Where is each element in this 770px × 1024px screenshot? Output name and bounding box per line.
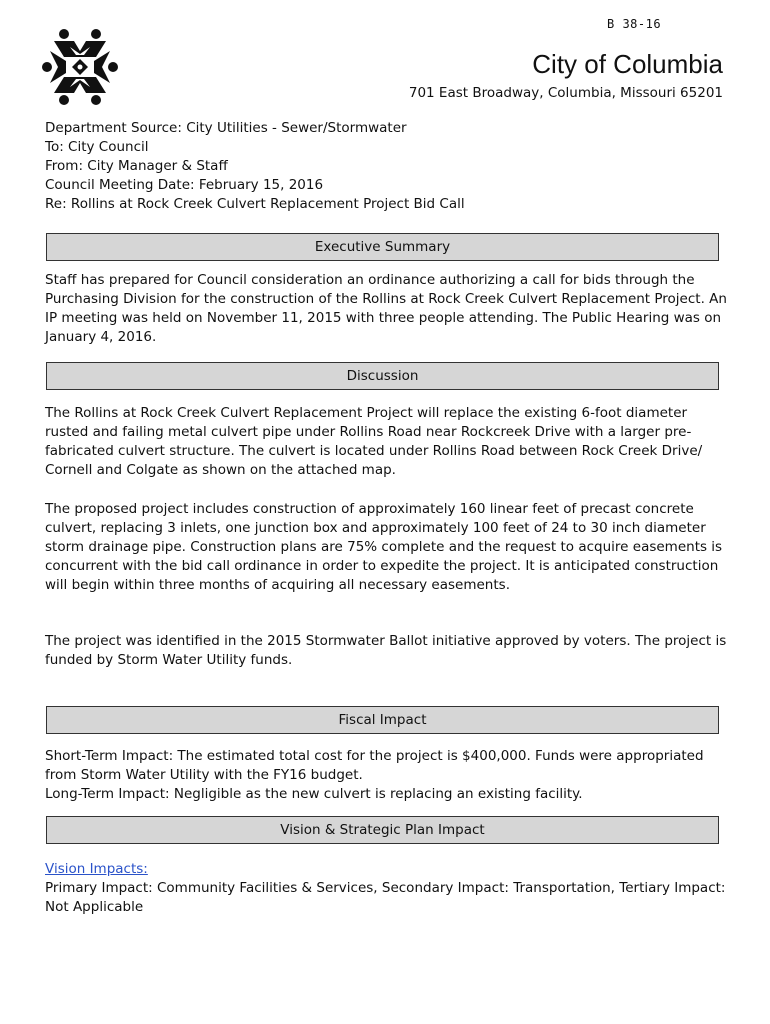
executive-summary-heading: Executive Summary	[46, 233, 719, 261]
fiscal-impact-heading: Fiscal Impact	[46, 706, 719, 734]
short-term-impact: Short-Term Impact: The estimated total cost for the project is $400,000. Funds were appropriated from Storm Water Utility with the FY16 budget.	[45, 748, 704, 783]
long-term-impact: Long-Term Impact: Negligible as the new culvert is replacing an existing facility.	[45, 786, 583, 802]
city-logo-icon	[40, 27, 120, 107]
memo-meta	[45, 119, 725, 214]
vision-section	[45, 860, 727, 917]
document-stamp: B 38-16	[607, 17, 662, 31]
department-source: Department Source: City Utilities - Sewer/Stormwater	[45, 120, 407, 136]
city-title: City of Columbia	[532, 49, 723, 79]
discussion-paragraph-1: The Rollins at Rock Creek Culvert Replacement Project will replace the existing 6-foot diameter rusted and failing metal culvert pipe under Rollins Road near Rockcreek Drive with a larger pre-fabricated culvert structure. The culvert is located under Rollins Road between Rock Creek Drive/ Cornell and Colgate as shown on the attached map.	[45, 405, 703, 478]
memo-to: To: City Council	[45, 139, 149, 155]
memo-subject: Re: Rollins at Rock Creek Culvert Replacement Project Bid Call	[45, 196, 465, 212]
executive-summary-text: Staff has prepared for Council consideration an ordinance authorizing a call for bids through the Purchasing Division for the construction of the Rollins at Rock Creek Culvert Replacement Project. An IP meeting was held on November 11, 2015 with three people attending. The Public Hearing was on January 4, 2016.	[45, 272, 727, 345]
discussion-heading: Discussion	[46, 362, 719, 390]
vision-impacts-link[interactable]: Vision Impacts:	[45, 861, 148, 877]
vision-impacts-text: Primary Impact: Community Facilities & Services, Secondary Impact: Transportation, Tertiary Impact: Not Applicable	[45, 880, 726, 915]
memo-from: From: City Manager & Staff	[45, 158, 228, 174]
vision-impact-heading: Vision & Strategic Plan Impact	[46, 816, 719, 844]
discussion-paragraph-2: The proposed project includes construction of approximately 160 linear feet of precast concrete culvert, replacing 3 inlets, one junction box and approximately 100 feet of 24 to 30 inch diameter storm drainage pipe. Construction plans are 75% complete and the request to acquire easements is concurrent with the bid call ordinance in order to expedite the project. It is anticipated construction will begin within three months of acquiring all necessary easements.	[45, 501, 723, 593]
discussion-paragraph-3: The project was identified in the 2015 Stormwater Ballot initiative approved by voters. The project is funded by Storm Water Utility funds.	[45, 633, 727, 668]
meeting-date: Council Meeting Date: February 15, 2016	[45, 177, 324, 193]
city-address: 701 East Broadway, Columbia, Missouri 65201	[408, 85, 723, 101]
